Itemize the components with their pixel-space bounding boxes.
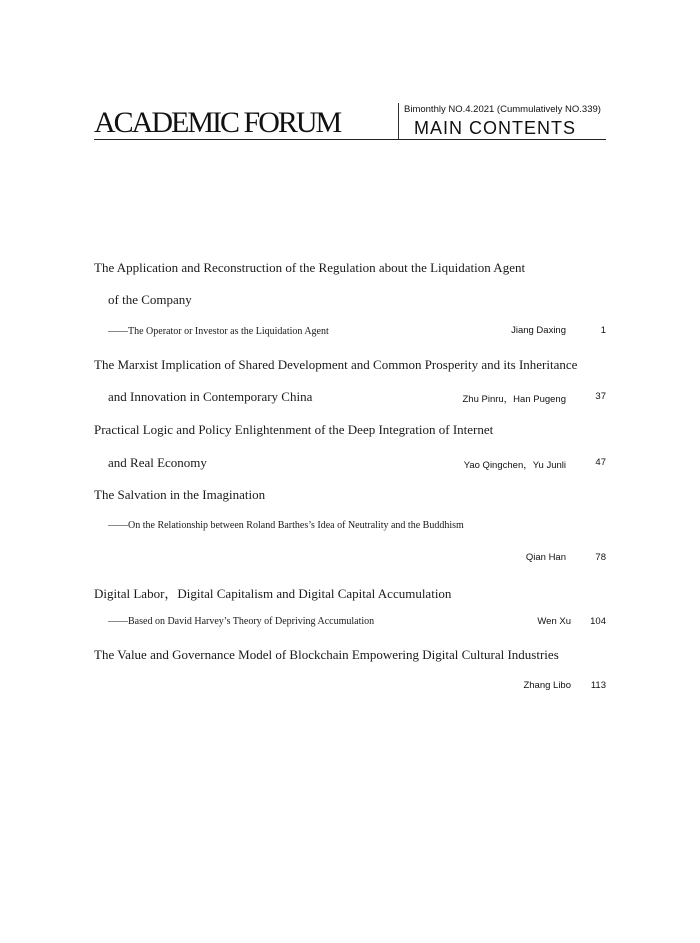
- article-title: The Application and Reconstruction of the Regulation about the Liquidation Agent: [94, 260, 526, 275]
- article-title-continued: of the Company: [108, 292, 192, 307]
- article-title: The Marxist Implication of Shared Development and Common Prosperity and its Inheritance: [94, 357, 578, 372]
- article-title: The Salvation in the Imagination: [94, 487, 266, 502]
- journal-name: ACADEMIC FORUM: [94, 106, 341, 139]
- header-rule: [94, 139, 606, 140]
- article-author: Zhang Libo: [523, 680, 571, 691]
- page-number: 1: [600, 325, 606, 336]
- article-author: Zhu Pinru，Han Pugeng: [462, 394, 566, 405]
- article-subtitle: ——The Operator or Investor as the Liquidation Agent: [108, 326, 329, 337]
- article-title: Practical Logic and Policy Enlightenment of the Deep Integration of Internet: [94, 422, 494, 437]
- article-title: The Value and Governance Model of Blockchain Empowering Digital Cultural Industries: [94, 647, 559, 662]
- article-author: Qian Han: [525, 552, 566, 563]
- article-title: Digital Labor，Digital Capitalism and Digital Capital Accumulation: [94, 586, 452, 601]
- article-title-continued: and Innovation in Contemporary China: [108, 389, 313, 404]
- article-author: Wen Xu: [537, 616, 571, 627]
- article-title-continued: and Real Economy: [108, 455, 207, 470]
- header-divider: [398, 103, 399, 139]
- article-subtitle: ——Based on David Harvey’s Theory of Depriving Accumulation: [108, 616, 375, 627]
- page-number: 47: [595, 457, 606, 468]
- article-author: Yao Qingchen，Yu Junli: [463, 460, 566, 471]
- article-author: Jiang Daxing: [511, 325, 566, 336]
- article-subtitle: ——On the Relationship between Roland Barthes’s Idea of Neutrality and the Buddhism: [108, 520, 464, 531]
- page-number: 104: [590, 616, 606, 627]
- contents-heading: MAIN CONTENTS: [414, 118, 577, 138]
- issue-info: Bimonthly NO.4.2021 (Cummulatively NO.339): [404, 104, 601, 115]
- page-number: 113: [590, 680, 606, 691]
- page-number: 78: [595, 552, 606, 563]
- page-number: 37: [595, 391, 606, 402]
